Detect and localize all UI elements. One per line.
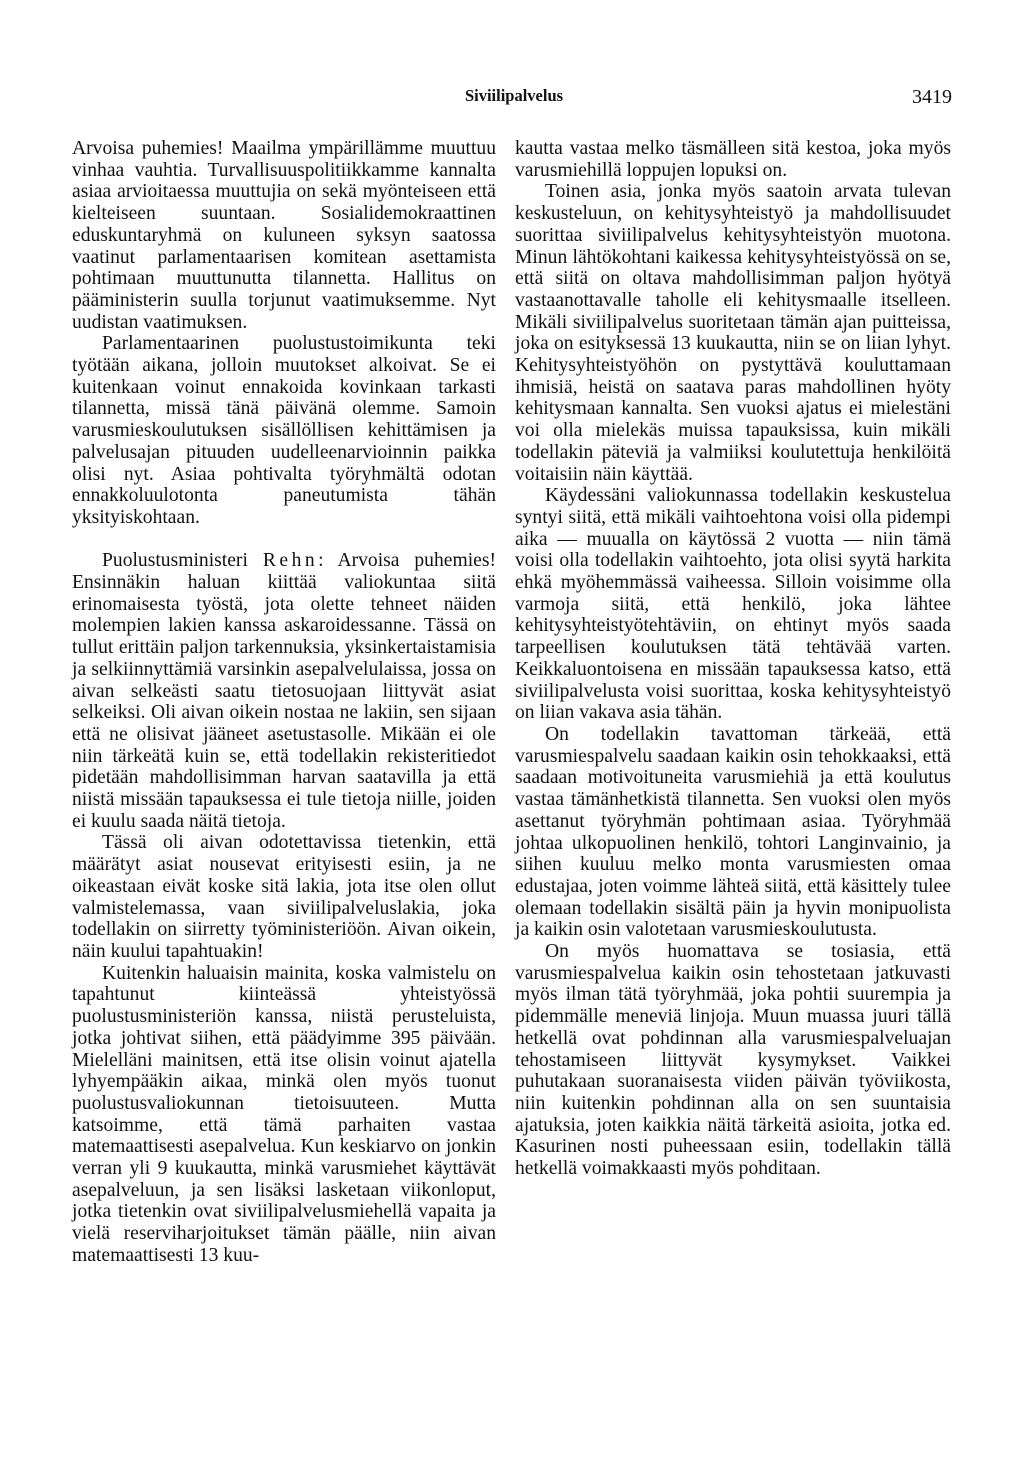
speaker-title: Puolustusministeri bbox=[102, 550, 248, 572]
paragraph: Parlamentaarinen puolustustoimikunta teki työtään aikana, jolloin muutokset alkoivat. Se ei kuitenkaan voinut ennakoida kovinkaan tarkasti tilannetta, missä tänä päivänä olemme. Samoin varusmieskoulutuksen sisällöllisen kehittämisen ja palvelusajan pituuden uudelleenarvioinnin paikka olisi nyt. Asiaa pohtivalta työryhmältä odotan ennakkoluulotonta paneutumista tähän yksityiskohtaan. bbox=[72, 333, 496, 528]
paragraph: Toinen asia, jonka myös saatoin arvata tulevan keskusteluun, on kehitysyhteistyö ja mahdollisuudet suorittaa siviilipalvelus kehitysyhteistyön muotona. Minun lähtökohtani kaikessa kehitysyhteistyössä on se, että siitä on oltava mahdollisimman paljon hyötyä vastaanottavalle taholle eli kehitysmaalle itselleen. Mikäli siviilipalvelus suoritetaan tämän ajan puitteissa, joka on esityksessä 13 kuukautta, niin se on liian lyhyt. Kehitysyhteistyöhön on pystyttävä kouluttamaan ihmisiä, heistä on saatava paras mahdollinen hyöty kehitysmaan kannalta. Sen vuoksi ajatus ei mielestäni voi olla mielekäs muissa tapauksissa, kuin mikäli todellakin päteviä ja valmiiksi koulutettuja henkilöitä voitaisiin näin käyttää. bbox=[515, 181, 951, 485]
speaker-name: Rehn bbox=[262, 550, 319, 572]
paragraph: Arvoisa puhemies! Maailma ympärillämme muuttuu vinhaa vauhtia. Turvallisuuspolitiikkamme kannalta asiaa arvioitaessa muuttujia on sekä myönteiseen että kielteiseen suuntaan. Sosialidemokraattinen eduskuntaryhmä on kuluneen syksyn saatossa vaatinut parlamentaarisen komitean asettamista pohtimaan muuttunutta tilannetta. Hallitus on pääministerin suulla torjunut vaatimuksemme. Nyt uudistan vaatimuksen. bbox=[72, 138, 496, 333]
speaker-paragraph bbox=[72, 550, 496, 832]
paragraph: On myös huomattava se tosiasia, että varusmiespalvelua kaikin osin tehostetaan jatkuvasti myös ilman tätä työryhmää, joka pohtii suurempia ja pidemmälle meneviä linjoja. Muun muassa juuri tällä hetkellä ovat pohdinnan alla varusmiespalveluajan tehostamiseen liittyvät kysymykset. Vaikkei puhutakaan suoranaisesta viiden päivän työviikosta, niin kuitenkin pohdinnan alla on sen suuntaisia ajatuksia, joten kaikkia näitä tärkeitä asioita, jotka ed. Kasurinen nosti puheessaan esiin, todellakin tällä hetkellä voimakkaasti myös pohditaan. bbox=[515, 941, 951, 1180]
paragraph: Kuitenkin haluaisin mainita, koska valmistelu on tapahtunut kiinteässä yhteistyössä puolustusministeriön kanssa, niistä perusteluista, jotka johtivat siihen, että päädyimme 395 päivään. Mielelläni mainitsen, että itse olisin voinut ajatella lyhyempääkin aikaa, minkä olen myös tuonut puolustusvaliokunnan tietoisuuteen. Mutta katsoimme, että tämä parhaiten vastaa matemaattisesti asepalvelua. Kun keskiarvo on jonkin verran yli 9 kuukautta, minkä varusmiehet käyttävät asepalveluun, ja sen lisäksi lasketaan viikonloput, jotka tietenkin ovat siviilipalvelusmiehellä vapaita ja vielä reserviharjoitukset tämän päälle, niin aivan matemaattisesti 13 kuu- bbox=[72, 962, 496, 1266]
left-column bbox=[72, 138, 496, 1267]
running-header-title: Siviilipalvelus bbox=[464, 86, 564, 105]
paragraph: On todellakin tavattoman tärkeää, että varusmiespalvelu saadaan kaikin osin tehokkaaksi, että saadaan motivoituneita varusmiehiä ja että koulutus vastaa tämänhetkistä tilannetta. Sen vuoksi olen myös asettanut työryhmän pohtimaan asiaa. Työryhmää johtaa ulkopuolinen henkilö, tohtori Langinvainio, ja siihen kuuluu melko monta varusmiesten omaa edustajaa, joten voimme lähteä siitä, että käsittely tulee olemaan todellakin sisältä päin ja hyvin monipuolista ja kaikin osin valotetaan varusmieskoulutusta. bbox=[515, 723, 951, 941]
speech-text: : Arvoisa puhemies! Ensinnäkin haluan kiittää valiokuntaa siitä erinomaisesta työstä, jota olette tehneet näiden molempien lakien kanssa askaroidessanne. Tässä on tullut erittäin paljon tarkennuksia, yksinkertaistamisia ja selkiinnyttämiä varsinkin asepalvelulaissa, jossa on aivan selkeästi saatu tietosuojaan liittyvät asiat selkeiksi. Oli aivan oikein nostaa ne lakiin, sen sijaan että ne olisivat jääneet asetustasolle. Mikään ei ole niin tärkeätä kuin se, että todellakin rekisteritiedot pidetään mahdollisimman harvan saatavilla ja että niistä missään tapauksessa ei tule tietoja niille, joiden ei kuulu saada näitä tietoja. bbox=[72, 550, 497, 832]
paragraph: kautta vastaa melko täsmälleen sitä kestoa, joka myös varusmiehillä loppujen lopuksi on. bbox=[515, 138, 951, 181]
right-column bbox=[515, 138, 951, 1180]
paragraph: Tässä oli aivan odotettavissa tietenkin, että määrätyt asiat nousevat erityisesti esiin, ja ne oikeastaan eivät koske sitä lakia, jota itse olen ollut valmistelemassa, vaan siviilipalveluslakia, joka todellakin on siirretty työministeriöön. Aivan oikein, näin kuului tapahtuakin! bbox=[72, 832, 496, 962]
paragraph: Käydessäni valiokunnassa todellakin keskustelua syntyi siitä, että mikäli vaihtoehtona voisi olla pidempi aika — muualla on käytössä 2 vuotta — niin tämä voisi olla todellakin vaihtoehto, jota olisi syytä harkita ehkä myöhemmässä vaiheessa. Silloin voisimme olla varmoja siitä, että henkilö, joka lähtee kehitysyhteistyötehtäviin, on ehtinyt myös saada tarpeellisen koulutuksen tätä tehtävää varten. Keikkaluontoisena en missään tapauksessa katso, että siviilipalvelusta voisi suorittaa, koska kehitysyhteistyö on liian vakava asia tähän. bbox=[515, 485, 951, 724]
page-number: 3419 bbox=[912, 86, 952, 108]
